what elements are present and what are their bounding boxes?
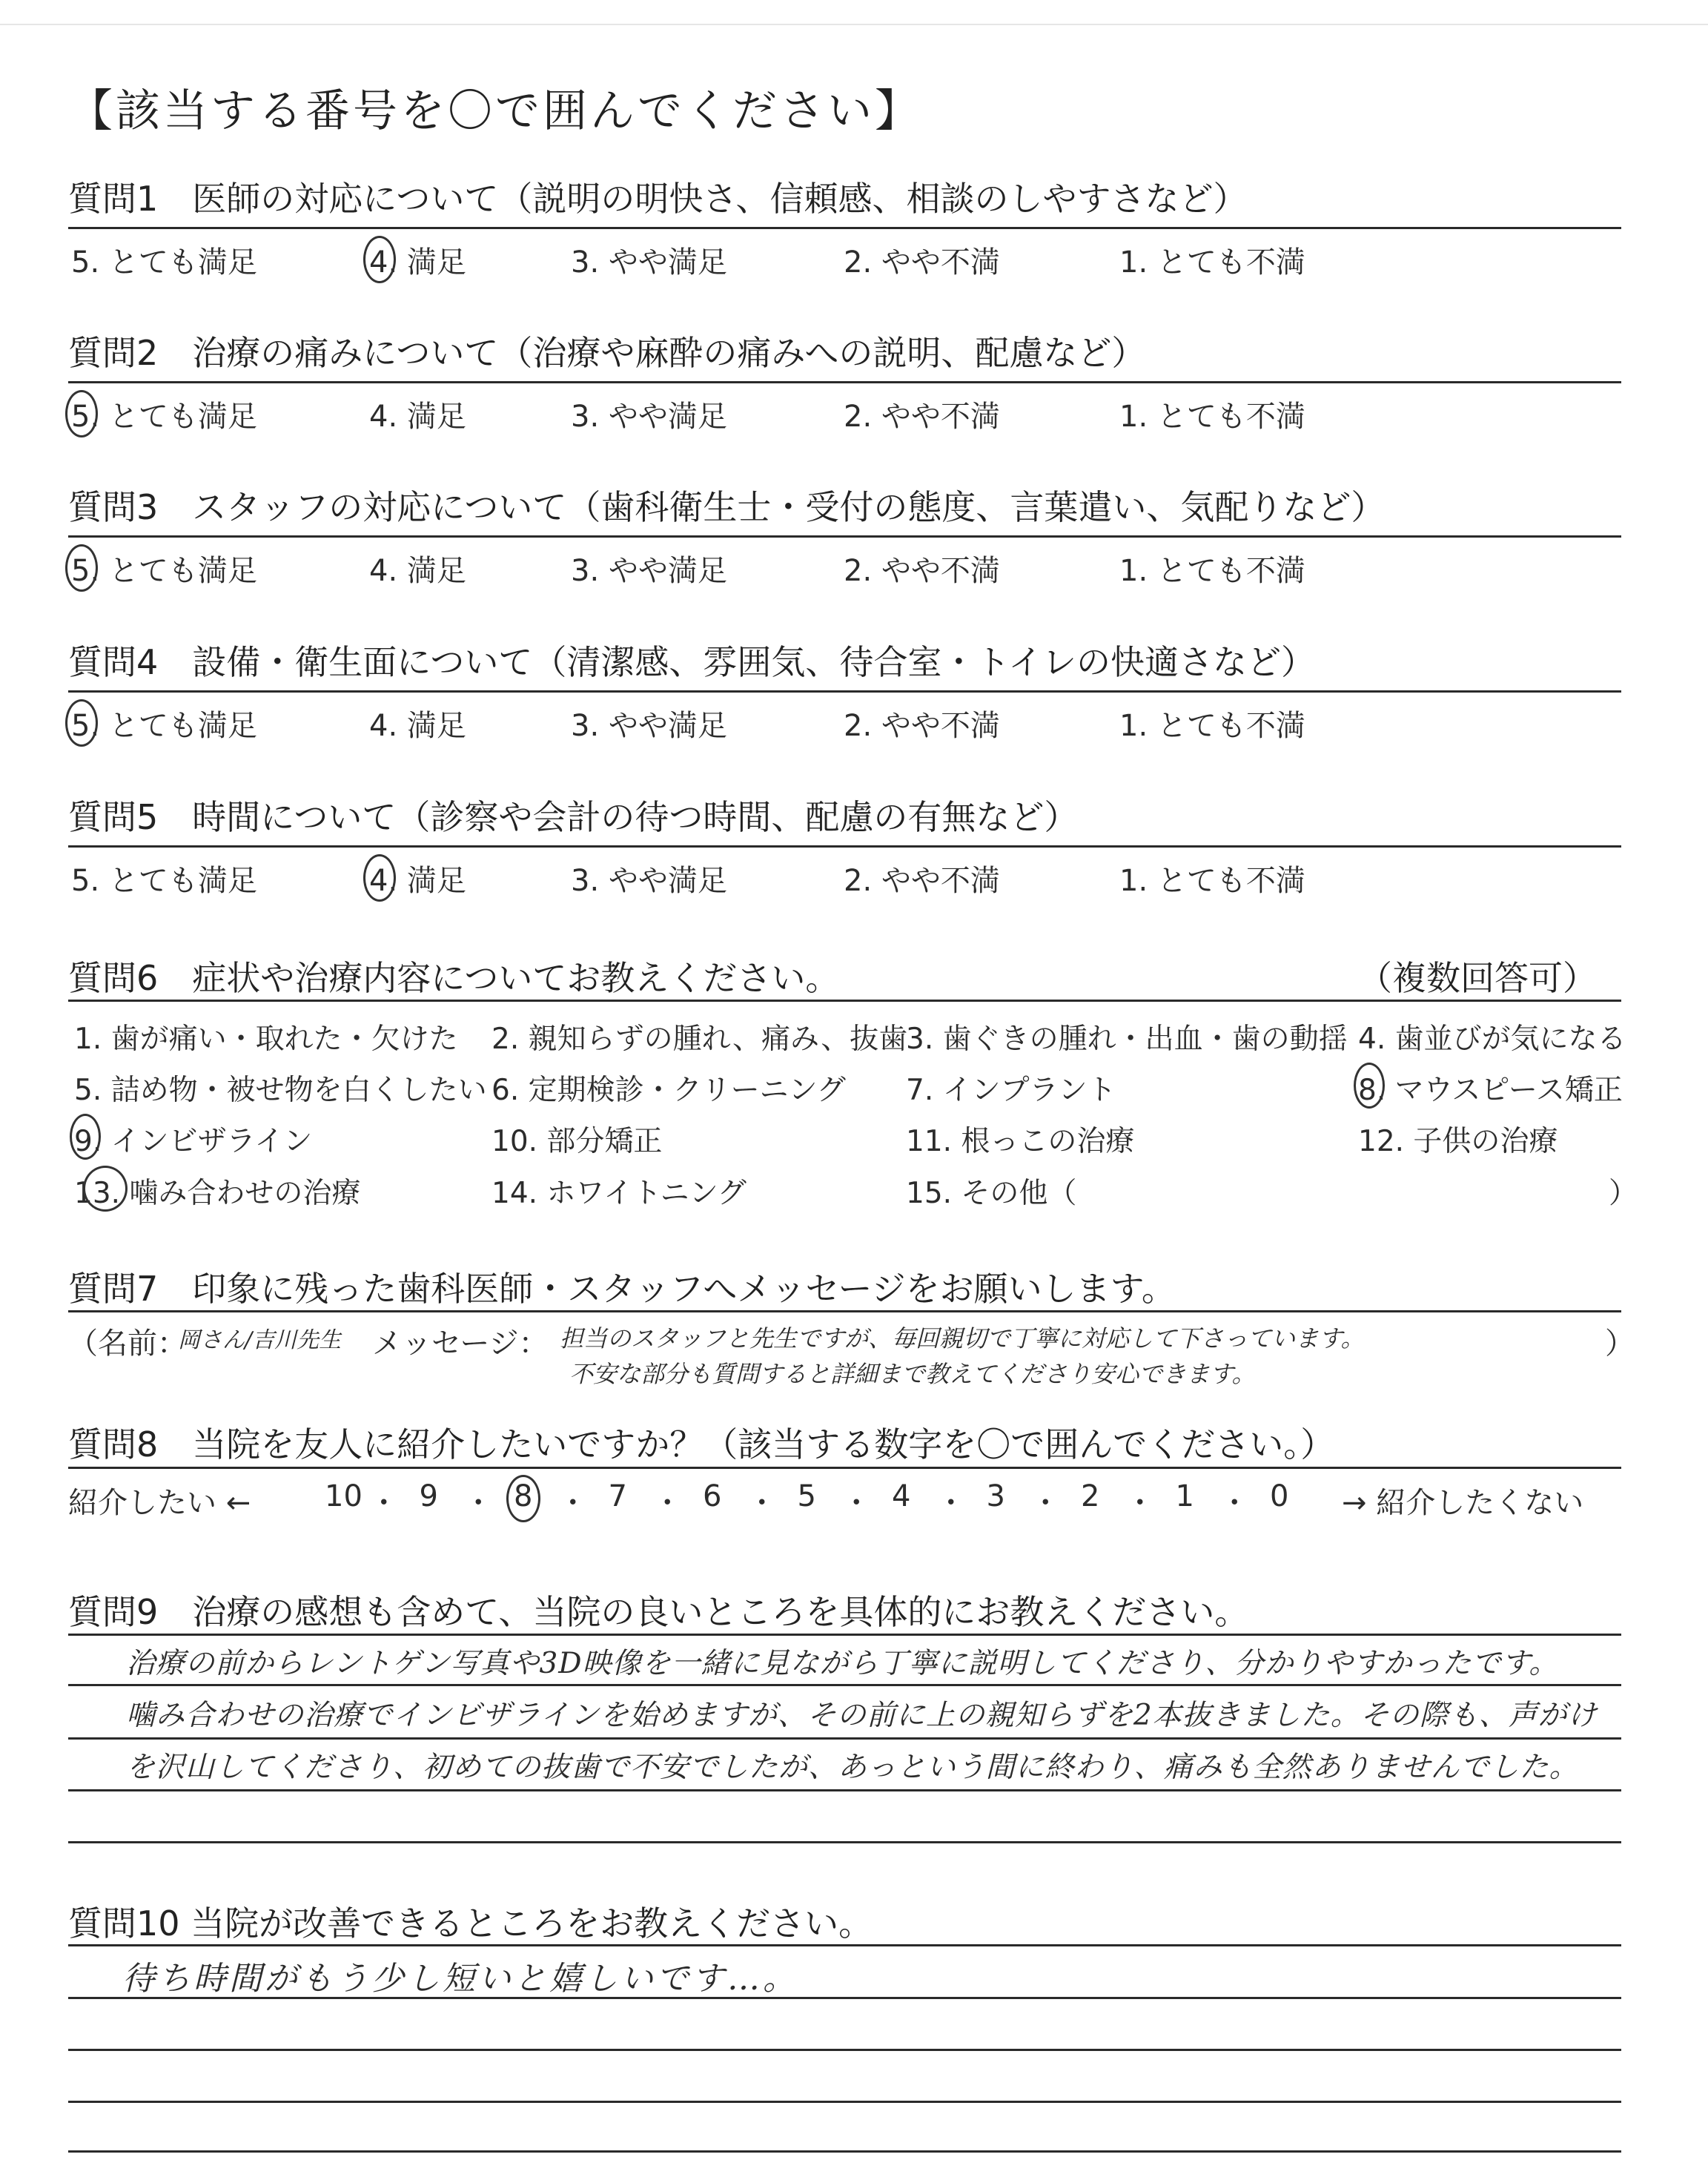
- q8-value-8[interactable]: 8: [514, 1479, 533, 1513]
- q3-option-4[interactable]: 4. 満足: [369, 554, 466, 588]
- q8-value-5[interactable]: 5: [797, 1479, 816, 1513]
- q9-rule-0: [68, 1634, 1621, 1636]
- q9-line-1: 治療の前からレントゲン写真や3D映像を一緒に見ながら丁寧に説明してくださり、分かりやすかったです。: [126, 1647, 1559, 1680]
- q10-heading: 質問10 当院が改善できるところをお教えください。: [68, 1903, 873, 1943]
- q6-note: （複数回答可）: [1358, 958, 1597, 998]
- q2-option-3[interactable]: 3. やや満足: [571, 400, 727, 434]
- q5-option-3[interactable]: 3. やや満足: [571, 864, 727, 898]
- scan-top-edge: [0, 24, 1708, 25]
- q6-option-15[interactable]: 15. その他（: [906, 1177, 1077, 1210]
- q10-line-1: 待ち時間がもう少し短いと嬉しいです…。: [122, 1960, 798, 1998]
- q2-option-1[interactable]: 1. とても不満: [1119, 400, 1305, 434]
- q8-right-label: → 紹介したくない: [1342, 1486, 1584, 1520]
- q8-value-3[interactable]: 3: [986, 1479, 1005, 1513]
- q7-rule: [68, 1310, 1621, 1312]
- q10-rule-0: [68, 1944, 1621, 1946]
- q7-message-label: メッセージ：: [372, 1327, 549, 1361]
- q10-rule-2: [68, 2049, 1621, 2051]
- q10-rule-3: [68, 2101, 1621, 2103]
- q1-option-4[interactable]: 4. 満足: [369, 245, 466, 280]
- q8-value-7[interactable]: 7: [608, 1479, 627, 1513]
- q9-heading: 質問9 治療の感想も含めて、当院の良いところを具体的にお教えください。: [68, 1592, 1249, 1632]
- q9-rule-1: [68, 1684, 1621, 1686]
- q6-option-2[interactable]: 2. 親知らずの腫れ、痛み、抜歯: [491, 1023, 908, 1056]
- q3-heading: 質問3 スタッフの対応について（歯科衛生士・受付の態度、言葉遣い、気配りなど）: [68, 487, 1386, 527]
- q6-option-4[interactable]: 4. 歯並びが気になる: [1358, 1023, 1626, 1056]
- q6-option-1[interactable]: 1. 歯が痛い・取れた・欠けた: [74, 1023, 458, 1056]
- q1-option-3[interactable]: 3. やや満足: [571, 245, 727, 280]
- q2-rule: [68, 381, 1621, 383]
- q5-option-2[interactable]: 2. やや不満: [844, 864, 1000, 898]
- q7-name-label: （名前：: [68, 1327, 187, 1361]
- q5-option-5[interactable]: 5. とても満足: [71, 864, 257, 898]
- q8-separator: ・: [557, 1486, 588, 1520]
- q8-value-4[interactable]: 4: [892, 1479, 911, 1513]
- q8-value-6[interactable]: 6: [703, 1479, 722, 1513]
- q6-option-3[interactable]: 3. 歯ぐきの腫れ・出血・歯の動揺: [906, 1023, 1348, 1056]
- q9-rule-2: [68, 1737, 1621, 1740]
- q6-option-13[interactable]: 13. 噛み合わせの治療: [74, 1177, 361, 1210]
- q3-option-2[interactable]: 2. やや不満: [844, 554, 1000, 588]
- q7-message-line-2: 不安な部分も質問すると詳細まで教えてくださり安心できます。: [569, 1360, 1256, 1388]
- q8-separator: ・: [1125, 1486, 1155, 1520]
- q8-value-1[interactable]: 1: [1175, 1479, 1194, 1513]
- q6-option-9[interactable]: 9. インビザライン: [74, 1125, 313, 1158]
- q4-option-4[interactable]: 4. 満足: [369, 709, 466, 743]
- q7-heading: 質問7 印象に残った歯科医師・スタッフへメッセージをお願いします。: [68, 1269, 1176, 1309]
- q1-option-1[interactable]: 1. とても不満: [1119, 245, 1305, 280]
- q4-option-5[interactable]: 5. とても満足: [71, 709, 257, 743]
- q7-message-line-1: 担当のスタッフと先生ですが、毎回親切で丁寧に対応して下さっています。: [560, 1324, 1365, 1353]
- q5-rule: [68, 845, 1621, 848]
- q7-close-paren: ）: [1605, 1327, 1635, 1361]
- q8-separator: ・: [841, 1486, 872, 1520]
- q1-option-5[interactable]: 5. とても満足: [71, 245, 257, 280]
- q4-rule: [68, 690, 1621, 693]
- q4-heading: 質問4 設備・衛生面について（清潔感、雰囲気、待合室・トイレの快適さなど）: [68, 642, 1316, 682]
- q5-heading: 質問5 時間について（診察や会計の待つ時間、配慮の有無など）: [68, 797, 1079, 837]
- q3-option-1[interactable]: 1. とても不満: [1119, 554, 1305, 588]
- q8-value-0[interactable]: 0: [1270, 1479, 1289, 1513]
- q8-value-9[interactable]: 9: [419, 1479, 438, 1513]
- q6-option-10[interactable]: 10. 部分矯正: [491, 1125, 663, 1158]
- q3-option-3[interactable]: 3. やや満足: [571, 554, 727, 588]
- q8-separator: ・: [747, 1486, 777, 1520]
- q10-rule-4: [68, 2150, 1621, 2153]
- q6-option-6[interactable]: 6. 定期検診・クリーニング: [491, 1074, 846, 1107]
- q2-option-4[interactable]: 4. 満足: [369, 400, 466, 434]
- q9-line-2: 噛み合わせの治療でインビザラインを始めますが、その前に上の親知らずを2本抜きました。その際も、声がけ: [126, 1699, 1598, 1732]
- q6-rule: [68, 1000, 1621, 1002]
- q4-option-3[interactable]: 3. やや満足: [571, 709, 727, 743]
- q3-rule: [68, 535, 1621, 538]
- q9-rule-4: [68, 1841, 1621, 1843]
- q8-value-10[interactable]: 10: [325, 1479, 363, 1513]
- q4-option-1[interactable]: 1. とても不満: [1119, 709, 1305, 743]
- q9-line-3: を沢山してくださり、初めての抜歯で不安でしたが、あっという間に終わり、痛みも全然ありませんでした。: [126, 1751, 1579, 1784]
- q4-option-2[interactable]: 2. やや不満: [844, 709, 1000, 743]
- q8-heading: 質問8 当院を友人に紹介したいですか？（該当する数字を〇で囲んでください。）: [68, 1424, 1335, 1464]
- q1-rule: [68, 227, 1621, 229]
- q9-rule-3: [68, 1789, 1621, 1791]
- q6-option-7[interactable]: 7. インプラント: [906, 1074, 1116, 1107]
- q2-option-5[interactable]: 5. とても満足: [71, 400, 257, 434]
- q5-option-1[interactable]: 1. とても不満: [1119, 864, 1305, 898]
- q5-option-4[interactable]: 4. 満足: [369, 864, 466, 898]
- q2-heading: 質問2 治療の痛みについて（治療や麻酔の痛みへの説明、配慮など）: [68, 333, 1146, 373]
- q8-separator: ・: [463, 1486, 494, 1520]
- q1-heading: 質問1 医師の対応について（説明の明快さ、信頼感、相談のしやすさなど）: [68, 179, 1248, 219]
- q8-rule: [68, 1467, 1621, 1469]
- q1-option-2[interactable]: 2. やや不満: [844, 245, 1000, 280]
- q8-separator: ・: [936, 1486, 966, 1520]
- q8-separator: ・: [1219, 1486, 1250, 1520]
- q8-separator: ・: [368, 1486, 399, 1520]
- q6-other-close: ）: [1609, 1177, 1638, 1210]
- q3-option-5[interactable]: 5. とても満足: [71, 554, 257, 588]
- q8-left-label: 紹介したい ←: [68, 1486, 251, 1520]
- q6-option-14[interactable]: 14. ホワイトニング: [491, 1177, 747, 1210]
- q2-option-2[interactable]: 2. やや不満: [844, 400, 1000, 434]
- q7-name-value: 岡さん/吉川先生: [178, 1327, 342, 1353]
- q6-option-5[interactable]: 5. 詰め物・被せ物を白くしたい: [74, 1074, 487, 1107]
- q8-separator: ・: [1030, 1486, 1061, 1520]
- q6-heading: 質問6 症状や治療内容についてお教えください。: [68, 958, 840, 998]
- q8-value-2[interactable]: 2: [1081, 1479, 1100, 1513]
- q6-option-11[interactable]: 11. 根っこの治療: [906, 1125, 1135, 1158]
- form-title: 【該当する番号を〇で囲んでください】: [68, 85, 922, 137]
- q6-option-12[interactable]: 12. 子供の治療: [1358, 1125, 1558, 1158]
- q6-option-8[interactable]: 8. マウスピース矯正: [1358, 1074, 1623, 1107]
- q8-separator: ・: [652, 1486, 683, 1520]
